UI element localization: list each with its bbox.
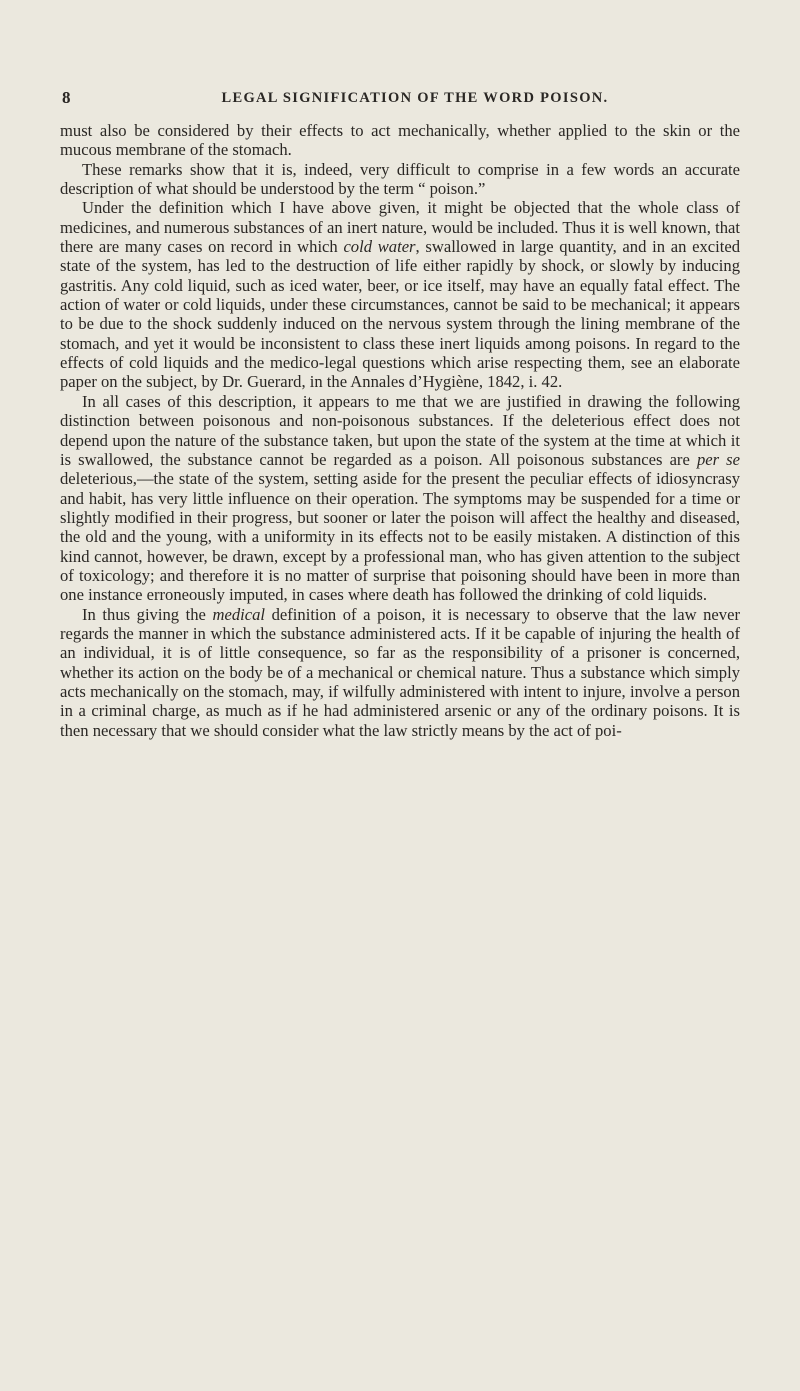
running-head: LEGAL SIGNIFICATION OF THE WORD POISON. xyxy=(221,90,609,106)
text-run: , swallowed in large quantity, and in an excited state of the system, has led to the destruction of life either rapidly by shock, or slowly by inducing gastritis. Any cold liquid, such as iced water, beer, or ice itself, may have an equally fatal effect. The action of water or cold liquids, under these circumstances, cannot be said to be mechanical; it appears to be due to the shock suddenly induced on the nervous system through the lining membrane of the stomach, and yet it would be inconsistent to class these inert liquids among poisons. In regard to the effects of cold liquids and the medico-legal questions which arise respecting them, see an elaborate paper on the subject, by Dr. Guerard, in the Annales d’Hygiène, 1842, i. 42. xyxy=(60,237,741,392)
paragraph xyxy=(60,121,740,160)
text-run: These remarks show that it is, indeed, very difficult to comprise in a few words an accurate description of what should be understood by the term “ poison.” xyxy=(60,159,740,199)
paragraph xyxy=(60,198,740,391)
text-run: In thus giving the xyxy=(82,604,213,624)
paragraph xyxy=(60,392,740,605)
text-run: deleterious,—the state of the system, setting aside for the present the peculiar effects of idiosyncrasy and habit, has very little influence on their operation. The symptoms may be suspended for a time or slightly modified in their progress, but sooner or later the poison will affect the healthy and diseased, the old and the young, with a uniformity in its effects not to be easily mistaken. A distinction of this kind cannot, however, be drawn, except by a professional man, who has given attention to the subject of toxicology; and therefore it is no matter of surprise that poisoning should have been in more than one instance erroneously imputed, in cases where death has followed the drinking of cold liquids. xyxy=(60,469,740,605)
paragraph xyxy=(60,160,740,199)
text-run: definition of a poison, it is necessary to observe that the law never regards the manner in which the substance administered acts. If it be capable of injuring the health of an individual, it is of little consequence, so far as the responsibility of a prisoner is concerned, whether its action on the body be of a mechanical or chemical nature. Thus a substance which simply acts mechanically on the stomach, may, if wilfully administered with intent to injure, involve a person in a criminal charge, as much as if he had administered arsenic or any of the ordinary poisons. It is then necessary that we should consider what the law strictly means by the act of poi- xyxy=(60,604,740,740)
text-run: must also be considered by their effects to act mechanically, whether applied to the skin or the mucous membrane of the stomach. xyxy=(60,121,740,160)
paragraph xyxy=(60,605,740,740)
italic-text: cold water xyxy=(343,237,416,257)
italic-text: per se xyxy=(696,449,740,469)
page-number: 8 xyxy=(62,88,71,107)
page-header xyxy=(60,88,740,110)
text-run: In all cases of this description, it appears to me that we are justified in drawing the following distinction between poisonous and non-poisonous substances. If the deleterious effect does not depend upon the nature of the substance taken, but upon the state of the system at the time at which it is swallowed, the substance cannot be regarded as a poison. All poisonous substances are xyxy=(60,391,740,469)
italic-text: medical xyxy=(212,604,266,624)
body-text xyxy=(60,121,740,740)
text-run: Under the definition which I have above given, it might be objected that the whole class of medicines, and numerous substances of an inert nature, would be included. Thus it is well known, that there are many cases on record in which xyxy=(60,198,740,257)
